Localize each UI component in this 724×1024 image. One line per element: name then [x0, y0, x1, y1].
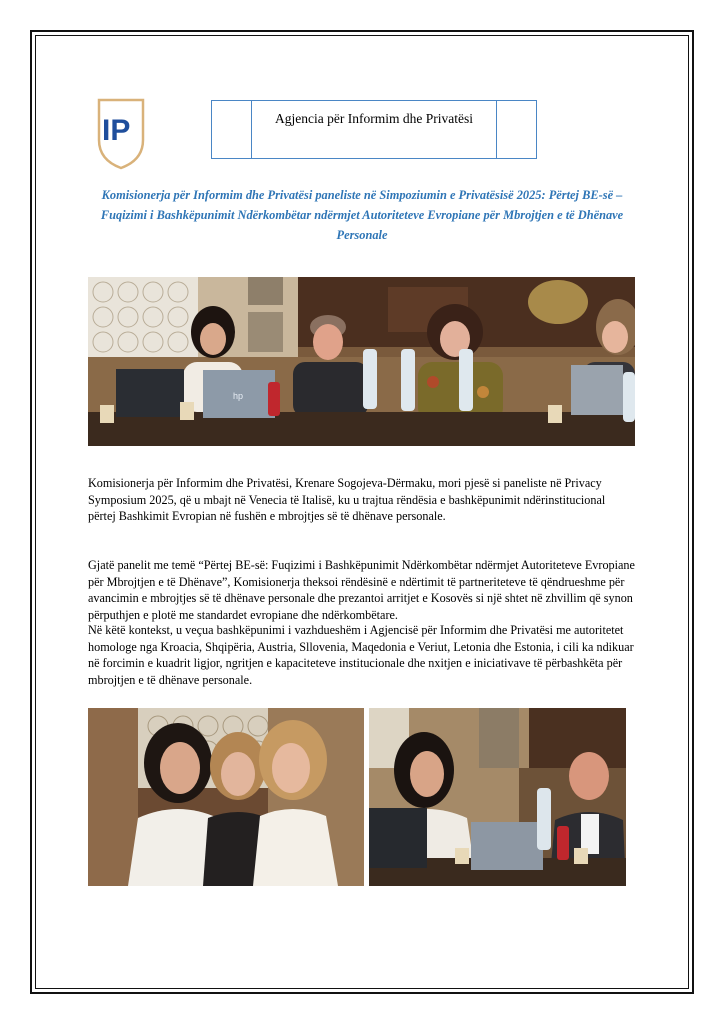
paragraph-2: Gjatë panelit me temë “Përtej BE-së: Fuqizimi i Bashkëpunimit Ndërkombëtar ndërmjet Autoriteteve Evropiane për Mbrojtjen e të Dhënave”, Komisionerja theksoi rëndësinë e ndërtimit të partneriteteve të qëndrueshme për avancimin e mbrojtjes së të dhënave personale dhe prezantoi arritjet e Kosovës si një shtet në zhvillim që synon përputhjen e plotë me standardet evropiane dhe ndërkombëtare.: [88, 558, 635, 622]
speaker-photo: [369, 708, 626, 886]
agency-name: Agjencia për Informim dhe Privatësi: [275, 111, 473, 126]
svg-text:IP: IP: [102, 114, 131, 147]
paragraph-3: Në këtë kontekst, u veçua bashkëpunimi i vazhdueshëm i Agjencisë për Informim dhe Privatësi me autoritetet homologe nga Kroacia, Shqipëria, Austria, Sllovenia, Maqedonia e Veriut, Letonia dhe Estonia, i cili ka ndikuar në forcimin e kuadrit ligjor, ngritjen e kapaciteteve institucionale dhe nxitjen e iniciativave të përbashkëta për mbrojtjen e të dhënave personale.: [88, 623, 634, 687]
agency-logo: [93, 96, 147, 170]
article-headline: Komisionerja për Informim dhe Privatësi paneliste në Simpoziumin e Privatësisë 2025: Përtej BE-së – Fuqizimi i Bashkëpunimit Ndërkombëtar ndërmjet Autoriteteve Evropiane për Mbrojtjen e të Dhënave Personale: [100, 188, 624, 242]
group-photo: [88, 708, 364, 886]
table-cell-left: [212, 101, 252, 158]
paragraph-1: Komisionerja për Informim dhe Privatësi, Krenare Sogojeva-Dërmaku, mori pjesë si paneliste në Privacy Symposium 2025, që u mbajt në Venecia të Italisë, ku u trajtua rëndësia e bashkëpunimit ndërinstitucional përtej Bashkimit Evropian në fushën e mbrojtjes së të dhënave personale.: [88, 476, 606, 524]
laptop-logo: hp: [232, 391, 244, 401]
table-cell-right: [496, 101, 536, 158]
panel-photo: [88, 277, 635, 446]
agency-name-table: [211, 100, 537, 159]
